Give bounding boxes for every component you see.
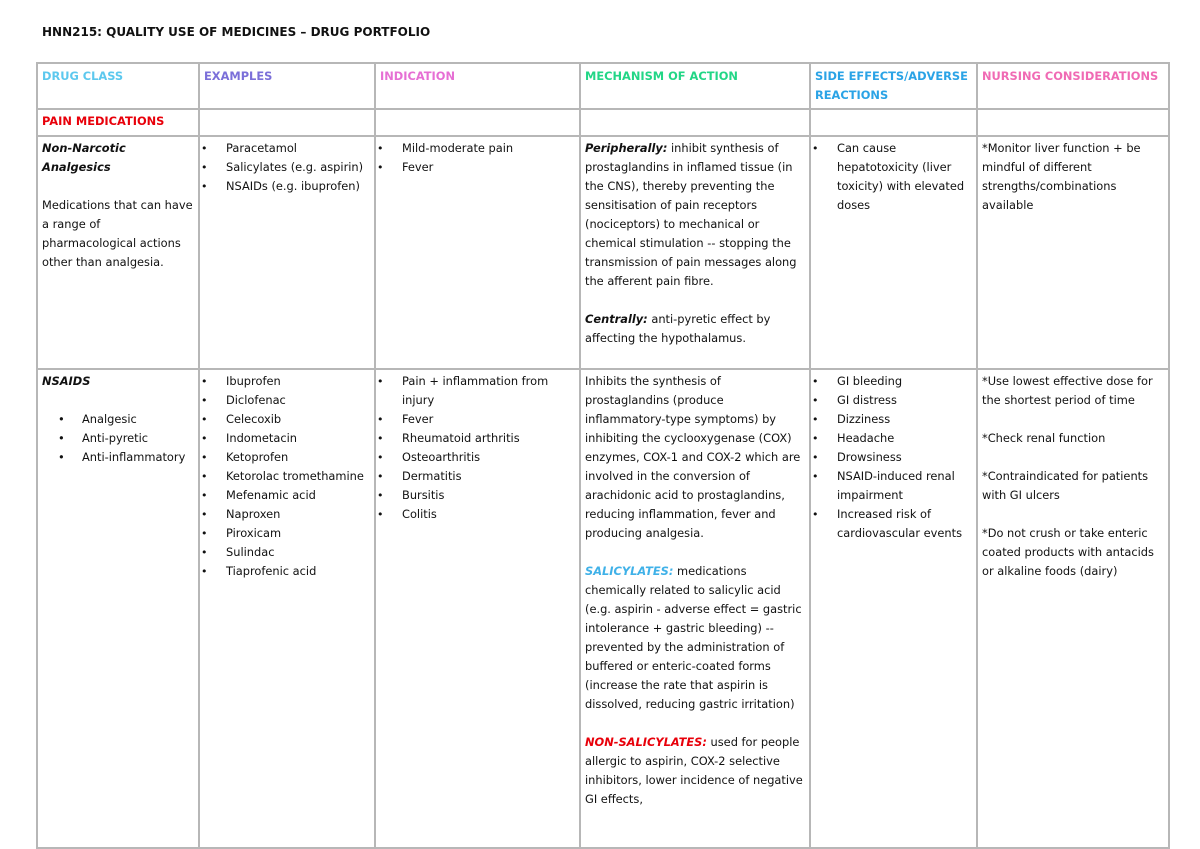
drug-portfolio-table — [36, 62, 1170, 849]
list-item: • Ibuprofen — [204, 372, 370, 391]
examples-cell — [199, 369, 375, 848]
list-item: • Pain + inflammation from injury — [380, 372, 575, 410]
header-side-effects: SIDE EFFECTS/ADVERSE REACTIONS — [810, 63, 977, 109]
header-drug-class: DRUG CLASS — [37, 63, 199, 109]
header-nursing: NURSING CONSIDERATIONS — [977, 63, 1169, 109]
list-item: • Analgesic — [42, 410, 194, 429]
mechanism-cell — [580, 136, 810, 369]
nursing-cell — [977, 369, 1169, 848]
row-nsaids — [37, 369, 1169, 848]
nursing-list — [982, 139, 1164, 215]
mechanism-salicylates — [585, 562, 805, 714]
list-item: • Rheumatoid arthritis — [380, 429, 575, 448]
header-mechanism: MECHANISM OF ACTION — [580, 63, 810, 109]
nursing-note: *Check renal function — [982, 431, 1106, 445]
mechanism-central-text: anti-pyretic effect by affecting the hypothalamus. — [585, 312, 771, 345]
mechanism-peripheral-label: Peripherally: — [585, 141, 668, 155]
drug-class-name: NSAIDS — [42, 374, 91, 388]
list-item: • Paracetamol — [204, 139, 370, 158]
list-item: • Dizziness — [815, 410, 972, 429]
drug-class-points — [42, 410, 194, 467]
drug-class-description: Medications that can have a range of pharmacological actions other than analgesia. — [42, 198, 193, 269]
drug-class-cell — [37, 136, 199, 369]
list-item: • Anti-pyretic — [42, 429, 194, 448]
drug-class-name: Non-Narcotic Analgesics — [42, 141, 126, 174]
side-effects-cell — [810, 136, 977, 369]
header-indication: INDICATION — [375, 63, 580, 109]
list-item: • Mefenamic acid — [204, 486, 370, 505]
examples-list — [204, 139, 370, 196]
mechanism-non-salicylates — [585, 733, 805, 809]
indication-cell — [375, 136, 580, 369]
list-item: • Ketoprofen — [204, 448, 370, 467]
non-salicylates-text: used for people allergic to aspirin, COX-2 selective inhibitors, lower incidence of negative GI effects, — [585, 735, 803, 806]
non-salicylates-label: NON-SALICYLATES: — [585, 735, 707, 749]
header-examples: EXAMPLES — [199, 63, 375, 109]
list-item: • GI distress — [815, 391, 972, 410]
document-title: HNN215: QUALITY USE OF MEDICINES – DRUG PORTFOLIO — [42, 25, 431, 39]
list-item: • Colitis — [380, 505, 575, 524]
nursing-note: *Do not crush or take enteric coated products with antacids or alkaline foods (dairy) — [982, 526, 1154, 578]
list-item: • Indometacin — [204, 429, 370, 448]
list-item: • Anti-inflammatory — [42, 448, 194, 467]
list-item: • Increased risk of cardiovascular events — [815, 505, 972, 543]
section-empty-cell — [580, 109, 810, 136]
list-item: • Ketorolac tromethamine — [204, 467, 370, 486]
indication-list — [380, 139, 575, 177]
section-empty-cell — [375, 109, 580, 136]
nursing-note: *Use lowest effective dose for the shortest period of time — [982, 374, 1153, 407]
section-empty-cell — [810, 109, 977, 136]
mechanism-text: Inhibits the synthesis of prostaglandins (produce inflammatory-type symptoms) by inhibiting the cyclooxygenase (COX) enzymes, COX-1 and COX-2 which are involved in the conversion of arachidonic acid to prostaglandins, reducing inflammation, fever and producing analgesia. — [585, 374, 801, 540]
mechanism-peripheral-text: inhibit synthesis of prostaglandins in inflamed tissue (in the CNS), thereby preventing the sensitisation of pain receptors (nociceptors) to mechanical or chemical stimulation -- stopping the transmission of pain messages along the afferent pain fibre. — [585, 141, 797, 288]
salicylates-text: medications chemically related to salicylic acid (e.g. aspirin - adverse effect = gastric intolerance + gastric bleeding) -- prevented by the administration of buffered or enteric-coated forms (increase the rate that aspirin is dissolved, reducing gastric irritation) — [585, 564, 802, 711]
list-item: • Headache — [815, 429, 972, 448]
indication-cell — [375, 369, 580, 848]
row-non-narcotic-analgesics — [37, 136, 1169, 369]
examples-cell — [199, 136, 375, 369]
header-row — [37, 63, 1169, 109]
list-item: • NSAIDs (e.g. ibuprofen) — [204, 177, 370, 196]
side-effects-cell — [810, 369, 977, 848]
list-item: • Diclofenac — [204, 391, 370, 410]
mechanism-cell — [580, 369, 810, 848]
list-item: • Celecoxib — [204, 410, 370, 429]
list-item: • NSAID-induced renal impairment — [815, 467, 972, 505]
list-item: • Fever — [380, 158, 575, 177]
list-item: • Tiaprofenic acid — [204, 562, 370, 581]
list-item: • GI bleeding — [815, 372, 972, 391]
section-row — [37, 109, 1169, 136]
list-item: • Mild-moderate pain — [380, 139, 575, 158]
list-item: • Can cause hepatotoxicity (liver toxicity) with elevated doses — [815, 139, 972, 215]
mechanism-central-label: Centrally: — [585, 312, 648, 326]
indication-list — [380, 372, 575, 524]
list-item: • Piroxicam — [204, 524, 370, 543]
section-title: PAIN MEDICATIONS — [37, 109, 199, 136]
nursing-note: *Contraindicated for patients with GI ulcers — [982, 469, 1149, 502]
mechanism-central — [585, 310, 805, 348]
section-empty-cell — [977, 109, 1169, 136]
drug-class-cell — [37, 369, 199, 848]
section-empty-cell — [199, 109, 375, 136]
mechanism-peripheral — [585, 139, 805, 291]
nursing-list — [982, 372, 1164, 581]
list-item: • Salicylates (e.g. aspirin) — [204, 158, 370, 177]
list-item: • Osteoarthritis — [380, 448, 575, 467]
list-item: • Fever — [380, 410, 575, 429]
nursing-cell — [977, 136, 1169, 369]
side-effects-list — [815, 372, 972, 543]
list-item: • Naproxen — [204, 505, 370, 524]
list-item: • Dermatitis — [380, 467, 575, 486]
list-item: • Sulindac — [204, 543, 370, 562]
list-item: • Bursitis — [380, 486, 575, 505]
nursing-note: *Monitor liver function + be mindful of different strengths/combinations available — [982, 141, 1141, 212]
list-item: • Drowsiness — [815, 448, 972, 467]
side-effects-list — [815, 139, 972, 215]
salicylates-label: SALICYLATES: — [585, 564, 674, 578]
examples-list — [204, 372, 370, 581]
